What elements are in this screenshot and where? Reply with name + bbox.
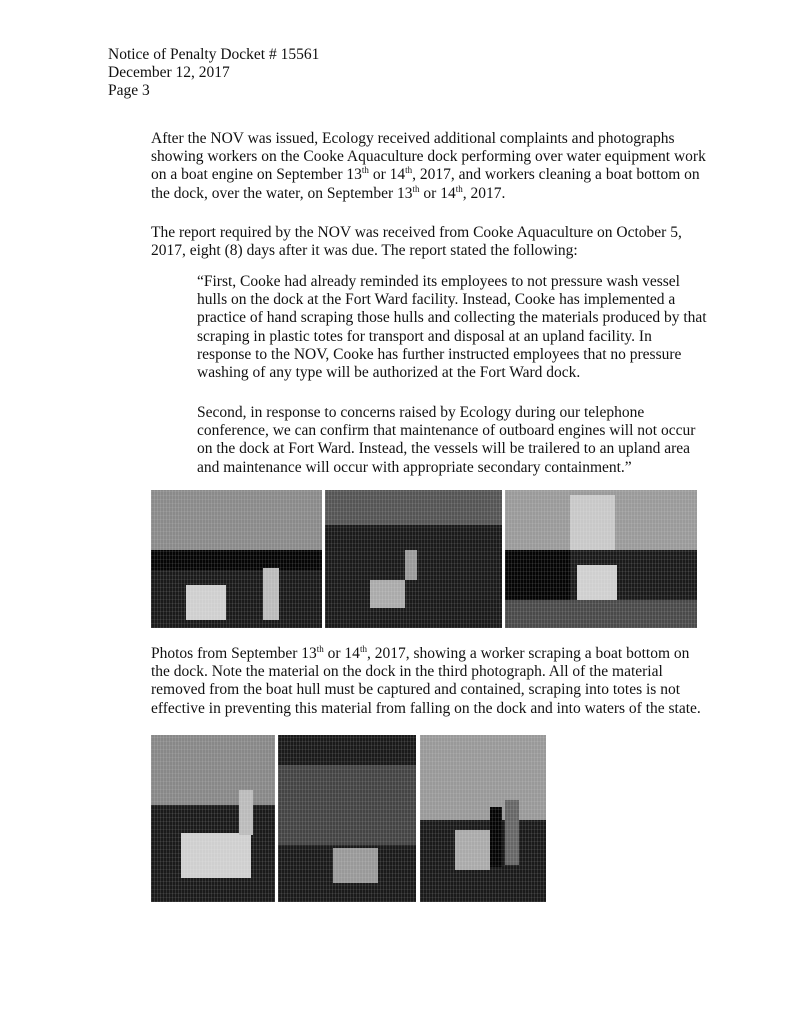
paragraph-report bbox=[151, 224, 711, 260]
text-line: on the dock at Fort Ward. Instead, the vessels will be trailered to an upland area bbox=[197, 440, 691, 458]
text-line: and maintenance will occur with appropriate secondary containment.” bbox=[197, 458, 632, 476]
quote-second bbox=[197, 404, 727, 477]
text-line: the dock. Note the material on the dock in the third photograph. All of the material bbox=[151, 663, 663, 681]
photo-5 bbox=[278, 735, 416, 902]
photo-2 bbox=[325, 490, 502, 628]
text-line: conference, we can confirm that maintenance of outboard engines will not occur bbox=[197, 422, 696, 440]
text-line: Second, in response to concerns raised by Ecology during our telephone bbox=[197, 404, 645, 421]
text-line: washing of any type will be authorized at the Fort Ward dock. bbox=[197, 364, 581, 382]
docket-number: Notice of Penalty Docket # 15561 bbox=[108, 46, 320, 63]
text-line: After the NOV was issued, Ecology received additional complaints and photographs bbox=[151, 130, 675, 147]
text-line: the dock, over the water, on September 13th or 14th, 2017. bbox=[151, 183, 506, 202]
text-line: effective in preventing this material from falling on the dock and into waters of the state. bbox=[151, 699, 701, 717]
text-line: The report required by the NOV was received from Cooke Aquaculture on October 5, bbox=[151, 224, 682, 241]
text-line: removed from the boat hull must be captured and contained, scraping into totes is not bbox=[151, 681, 681, 699]
text-line: scraping in plastic totes for transport and disposal at an upland facility. In bbox=[197, 327, 652, 345]
photo-1 bbox=[151, 490, 322, 628]
text-line: practice of hand scraping those hulls and collecting the materials produced by that bbox=[197, 309, 707, 327]
document-date: December 12, 2017 bbox=[108, 64, 230, 81]
photo-3 bbox=[505, 490, 697, 628]
photo-4 bbox=[151, 735, 275, 902]
text-line: Photos from September 13th or 14th, 2017, showing a worker scraping a boat bottom on bbox=[151, 644, 690, 662]
text-line: response to the NOV, Cooke has further instructed employees that no pressure bbox=[197, 345, 682, 363]
quote-first bbox=[197, 273, 727, 382]
text-line: hulls on the dock at the Fort Ward facility. Instead, Cooke has implemented a bbox=[197, 291, 676, 309]
text-line: “First, Cooke had already reminded its employees to not pressure wash vessel bbox=[197, 273, 680, 290]
text-line: 2017, eight (8) days after it was due. The report stated the following: bbox=[151, 242, 578, 260]
paragraph-complaints bbox=[151, 130, 711, 203]
photo-caption bbox=[151, 645, 721, 718]
photo-6 bbox=[420, 735, 546, 902]
text-line: showing workers on the Cooke Aquaculture dock performing over water equipment work bbox=[151, 148, 706, 166]
page-number: Page 3 bbox=[108, 82, 150, 99]
document-header bbox=[108, 46, 319, 100]
text-line: on a boat engine on September 13th or 14th, 2017, and workers cleaning a boat bottom on bbox=[151, 165, 700, 184]
